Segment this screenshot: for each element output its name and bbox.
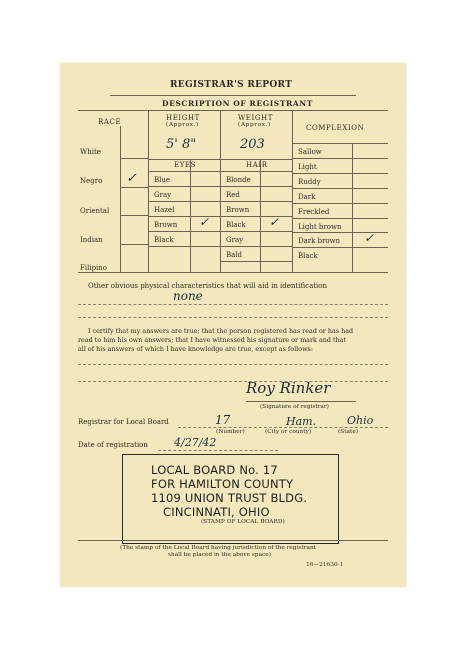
table-col-line	[120, 126, 121, 272]
number-caption: (Number)	[216, 429, 245, 435]
answer-line	[78, 364, 388, 365]
header-weight-sub: (Approx.)	[238, 122, 271, 128]
header-height: HEIGHT	[166, 114, 200, 122]
hair-brown: Brown	[226, 206, 250, 214]
header-height-sub: (Approx.)	[166, 122, 199, 128]
complexion-dark: Dark	[298, 193, 316, 201]
race-row-line	[120, 187, 148, 188]
answer-line	[78, 381, 388, 382]
date-label: Date of registration	[78, 441, 148, 449]
answer-line	[78, 304, 388, 305]
hair-red: Red	[226, 191, 240, 199]
race-row-line	[120, 158, 148, 159]
form-subtitle: DESCRIPTION OF REGISTRANT	[162, 99, 313, 108]
eyes-black: Black	[154, 236, 174, 244]
board-number-value: 17	[215, 413, 231, 427]
certify-text-line-1: I certify that my answers are true; that the person registered has read or has had	[88, 327, 354, 335]
race-row-line	[120, 215, 148, 216]
check-eyes-brown: ✓	[199, 215, 210, 229]
footer-rule	[78, 540, 388, 541]
hair-row-line	[220, 246, 292, 247]
date-value: 4/27/42	[174, 436, 217, 449]
registrar-signature: Roy Rinker	[246, 379, 331, 397]
eyes-gray: Gray	[154, 191, 172, 199]
hair-row-line	[220, 231, 292, 232]
hair-row-line	[220, 216, 292, 217]
hair-blonde: Blonde	[226, 176, 251, 184]
answer-line	[78, 317, 388, 318]
signature-line	[246, 401, 356, 402]
race-filipino: Filipino	[80, 264, 108, 272]
table-row-line	[292, 143, 388, 144]
complexion-ruddy: Ruddy	[298, 178, 321, 186]
table-bottom	[78, 272, 388, 273]
eyes-brown: Brown	[154, 221, 178, 229]
eyes-row-line	[148, 246, 220, 247]
complexion-sallow: Sallow	[298, 148, 322, 156]
race-row-line	[120, 244, 148, 245]
hair-gray: Gray	[226, 236, 244, 244]
table-row-line	[148, 159, 292, 160]
registration-card	[60, 63, 406, 587]
complexion-light-brown: Light brown	[298, 223, 342, 231]
header-weight: WEIGHT	[238, 114, 274, 122]
complexion-freckled: Freckled	[298, 208, 330, 216]
complexion-light: Light	[298, 163, 317, 171]
form-title: REGISTRAR'S REPORT	[170, 80, 293, 90]
other-characteristics-label: Other obvious physical characteristics that will aid in identification	[88, 282, 328, 290]
complexion-black: Black	[298, 252, 318, 260]
stamp-footnote-line-1: (The stamp of the Local Board having jurisdiction of the registrant	[120, 545, 317, 551]
eyes-row-line	[148, 216, 220, 217]
check-hair-black: ✓	[269, 215, 280, 229]
stamp-footnote-line-2: shall be placed in the above space)	[168, 552, 272, 558]
stamp-line-3: 1109 UNION TRUST BLDG.	[151, 491, 308, 505]
signature-caption: (Signature of registrar)	[260, 404, 329, 410]
hair-row-line	[220, 261, 292, 262]
complexion-dark-brown: Dark brown	[298, 237, 341, 245]
header-complexion: COMPLEXION	[306, 124, 365, 132]
header-hair: HAIR	[246, 161, 268, 169]
eyes-row-line	[148, 231, 220, 232]
header-race: RACE	[98, 118, 122, 126]
stamp-line-2: FOR HAMILTON COUNTY	[151, 477, 294, 491]
stamp-line-4: CINCINNATI, OHIO	[163, 505, 270, 519]
stamp-line-1: LOCAL BOARD No. 17	[151, 463, 278, 477]
hair-black: Black	[226, 221, 246, 229]
check-complexion-dark-brown: ✓	[364, 231, 375, 245]
eyes-blue: Blue	[154, 176, 171, 184]
certify-text-line-3: all of his answers of which I have knowledge are true, except as follows:	[78, 345, 313, 353]
certify-text-line-2: read to him his own answers; that I have witnessed his signature or mark and that	[78, 336, 347, 344]
form-code: 16—21630-1	[306, 562, 344, 568]
eyes-row-line	[148, 186, 220, 187]
date-line	[158, 450, 278, 451]
table-row-line	[148, 171, 292, 172]
board-line	[178, 427, 388, 428]
eyes-hazel: Hazel	[154, 206, 175, 214]
race-negro: Negro	[80, 177, 103, 185]
complexion-row-line	[292, 218, 388, 219]
race-oriental: Oriental	[80, 207, 110, 215]
table-col-line	[220, 110, 221, 272]
complexion-row-line	[292, 173, 388, 174]
complexion-row-line	[292, 247, 388, 248]
local-board-stamp	[122, 454, 339, 544]
table-col-line	[148, 110, 149, 272]
city-caption: (City or county)	[265, 429, 312, 435]
board-county-value: Ham.	[286, 415, 317, 428]
eyes-row-line	[148, 201, 220, 202]
stamp-caption: (STAMP OF LOCAL BOARD)	[201, 519, 285, 525]
table-top	[78, 110, 388, 111]
hair-bald: Bald	[226, 251, 243, 259]
race-indian: Indian	[80, 236, 103, 244]
hair-row-line	[220, 201, 292, 202]
height-value: 5' 8"	[166, 137, 197, 152]
table-col-line	[352, 143, 353, 272]
header-eyes: EYES	[174, 161, 197, 169]
rule	[110, 95, 356, 96]
board-state-value: Ohio	[347, 414, 374, 427]
other-characteristics-value: none	[173, 289, 203, 303]
complexion-row-line	[292, 158, 388, 159]
weight-value: 203	[240, 137, 265, 152]
race-white: White	[80, 148, 101, 156]
state-caption: (State)	[338, 429, 359, 435]
complexion-row-line	[292, 203, 388, 204]
check-negro: ✓	[126, 171, 137, 186]
hair-row-line	[220, 186, 292, 187]
board-label: Registrar for Local Board	[78, 418, 169, 426]
complexion-row-line	[292, 188, 388, 189]
